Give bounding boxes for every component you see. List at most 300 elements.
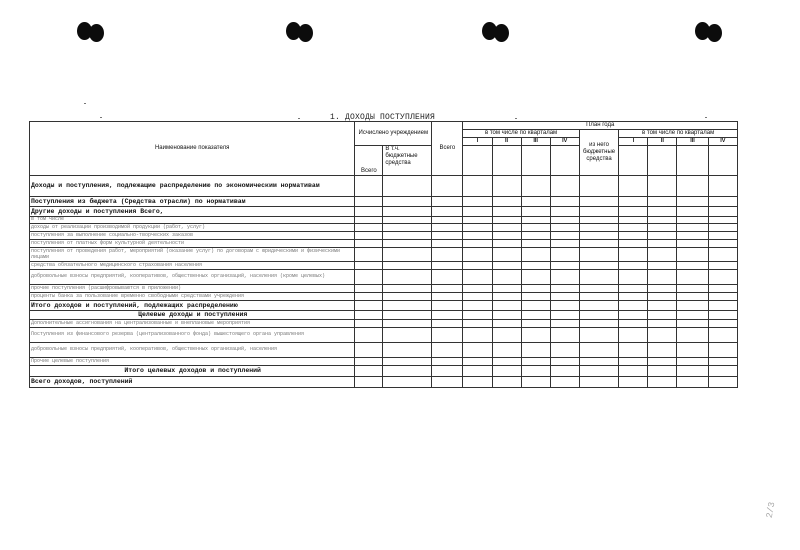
value-cell (619, 366, 648, 377)
row-label: Дополнительные ассигнования на централизованные и внеплановые мероприятия (30, 320, 355, 328)
value-cell (432, 176, 463, 197)
value-cell (355, 232, 383, 240)
value-cell (648, 377, 677, 388)
header-quarter: IV (550, 138, 579, 146)
table-row (30, 176, 738, 197)
value-cell (708, 217, 737, 224)
header-quarter: I (463, 138, 492, 146)
value-cell (550, 311, 579, 320)
value-cell (677, 207, 708, 217)
value-cell (677, 240, 708, 248)
value-cell (708, 320, 737, 328)
value-cell (677, 366, 708, 377)
header-quarter: I (619, 138, 648, 146)
value-cell (383, 262, 432, 270)
value-cell (708, 358, 737, 366)
value-cell (648, 224, 677, 232)
value-cell (383, 320, 432, 328)
value-cell (492, 270, 521, 285)
value-cell (579, 270, 618, 285)
value-cell (550, 262, 579, 270)
value-cell (708, 248, 737, 262)
value-cell (432, 197, 463, 207)
value-cell (492, 197, 521, 207)
row-label: поступления за выполнение социально-творческих заказов (30, 232, 355, 240)
value-cell (550, 207, 579, 217)
value-cell (579, 217, 618, 224)
section-title: 1. ДОХОДЫ ПОСТУПЛЕНИЯ (330, 113, 436, 122)
value-cell (492, 343, 521, 358)
value-cell (521, 366, 550, 377)
scan-speck (515, 118, 517, 119)
value-cell (708, 377, 737, 388)
value-cell (463, 240, 492, 248)
value-cell (383, 224, 432, 232)
value-cell (677, 270, 708, 285)
table-row (30, 311, 738, 320)
row-label: проценты банка за пользование временно свободными средствами учреждения (30, 293, 355, 301)
value-cell (383, 232, 432, 240)
value-cell (432, 358, 463, 366)
value-cell (648, 311, 677, 320)
value-cell (677, 311, 708, 320)
value-cell (648, 207, 677, 217)
value-cell (619, 311, 648, 320)
table-row (30, 217, 738, 224)
value-cell (521, 343, 550, 358)
value-cell (579, 343, 618, 358)
table-row (30, 366, 738, 377)
header-quarter: III (521, 138, 550, 146)
value-cell (355, 285, 383, 293)
row-label: поступления от платных форм культурной деятельности (30, 240, 355, 248)
value-cell (355, 248, 383, 262)
value-cell (383, 301, 432, 311)
value-cell (579, 366, 618, 377)
value-cell (648, 358, 677, 366)
value-cell (355, 311, 383, 320)
value-cell (463, 358, 492, 366)
table-row (30, 240, 738, 248)
value-cell (579, 377, 618, 388)
value-cell (355, 224, 383, 232)
value-cell (708, 366, 737, 377)
value-cell (648, 293, 677, 301)
value-cell (619, 248, 648, 262)
value-cell (648, 366, 677, 377)
value-cell (432, 248, 463, 262)
value-cell (550, 285, 579, 293)
value-cell (463, 224, 492, 232)
value-cell (619, 197, 648, 207)
value-cell (521, 320, 550, 328)
value-cell (355, 320, 383, 328)
value-cell (648, 301, 677, 311)
value-cell (619, 217, 648, 224)
row-label: Поступления из финансового резерва (централизованного фонда) вышестоящего органа управления (30, 328, 355, 343)
value-cell (463, 293, 492, 301)
value-cell (355, 262, 383, 270)
value-cell (619, 377, 648, 388)
value-cell (432, 320, 463, 328)
value-cell (521, 293, 550, 301)
value-cell (383, 197, 432, 207)
value-cell (708, 262, 737, 270)
value-cell (619, 358, 648, 366)
value-cell (619, 176, 648, 197)
header-plan-year: План года (463, 122, 738, 130)
value-cell (677, 328, 708, 343)
value-cell (677, 320, 708, 328)
value-cell (463, 217, 492, 224)
value-cell (708, 328, 737, 343)
value-cell (492, 232, 521, 240)
table-body (30, 176, 738, 388)
value-cell (355, 217, 383, 224)
value-cell (708, 197, 737, 207)
value-cell (619, 224, 648, 232)
value-cell (550, 366, 579, 377)
value-cell (463, 343, 492, 358)
value-cell (579, 224, 618, 232)
value-cell (463, 366, 492, 377)
value-cell (550, 320, 579, 328)
value-cell (648, 240, 677, 248)
value-cell (619, 301, 648, 311)
table-row (30, 285, 738, 293)
row-label: Прочие целевые поступления (30, 358, 355, 366)
row-label: добровольные взносы предприятий, кооперативов, общественных организаций, населения (кроме целевых) (30, 270, 355, 285)
value-cell (432, 217, 463, 224)
value-cell (355, 328, 383, 343)
value-cell (579, 197, 618, 207)
value-cell (383, 311, 432, 320)
value-cell (677, 343, 708, 358)
value-cell (492, 358, 521, 366)
value-cell (432, 366, 463, 377)
value-cell (619, 293, 648, 301)
value-cell (383, 293, 432, 301)
value-cell (708, 301, 737, 311)
value-cell (383, 285, 432, 293)
scan-speck (100, 117, 102, 118)
value-cell (619, 240, 648, 248)
value-cell (432, 240, 463, 248)
value-cell (619, 270, 648, 285)
value-cell (521, 197, 550, 207)
value-cell (648, 328, 677, 343)
value-cell (677, 217, 708, 224)
row-label: Поступления из бюджета (Средства отрасли) по нормативам (30, 197, 355, 207)
value-cell (521, 358, 550, 366)
value-cell (708, 311, 737, 320)
value-cell (648, 343, 677, 358)
table-row (30, 262, 738, 270)
table-row (30, 358, 738, 366)
value-cell (648, 320, 677, 328)
value-cell (432, 207, 463, 217)
row-label: добровольные взносы предприятий, кооперативов, общественных организаций, населения (30, 343, 355, 358)
margin-note: 2/3 (764, 501, 778, 519)
header-quarter: II (492, 138, 521, 146)
value-cell (521, 270, 550, 285)
value-cell (579, 285, 618, 293)
row-label: средства обязательного медицинского страхования населения (30, 262, 355, 270)
value-cell (432, 270, 463, 285)
value-cell (550, 377, 579, 388)
value-cell (648, 270, 677, 285)
row-label: Итого целевых доходов и поступлений (30, 366, 355, 377)
value-cell (463, 176, 492, 197)
value-cell (677, 197, 708, 207)
row-label: Итого доходов и поступлений, подлежащих распределению (30, 301, 355, 311)
value-cell (677, 377, 708, 388)
value-cell (355, 358, 383, 366)
value-cell (579, 176, 618, 197)
value-cell (432, 343, 463, 358)
value-cell (383, 240, 432, 248)
value-cell (677, 285, 708, 293)
table-row (30, 232, 738, 240)
header-total: Всего (432, 122, 463, 176)
value-cell (619, 207, 648, 217)
value-cell (492, 328, 521, 343)
header-quarter: IV (708, 138, 737, 146)
value-cell (579, 320, 618, 328)
value-cell (648, 248, 677, 262)
value-cell (463, 248, 492, 262)
value-cell (383, 176, 432, 197)
value-cell (521, 240, 550, 248)
value-cell (648, 232, 677, 240)
value-cell (648, 217, 677, 224)
value-cell (648, 176, 677, 197)
value-cell (492, 207, 521, 217)
value-cell (463, 320, 492, 328)
value-cell (521, 262, 550, 270)
value-cell (521, 232, 550, 240)
value-cell (355, 343, 383, 358)
value-cell (677, 301, 708, 311)
value-cell (708, 224, 737, 232)
value-cell (463, 197, 492, 207)
value-cell (677, 232, 708, 240)
value-cell (463, 207, 492, 217)
header-quarter: II (648, 138, 677, 146)
value-cell (619, 262, 648, 270)
value-cell (708, 343, 737, 358)
value-cell (355, 197, 383, 207)
value-cell (579, 311, 618, 320)
table-row (30, 377, 738, 388)
value-cell (677, 248, 708, 262)
value-cell (579, 262, 618, 270)
value-cell (355, 301, 383, 311)
value-cell (521, 301, 550, 311)
value-cell (463, 270, 492, 285)
value-cell (708, 293, 737, 301)
value-cell (432, 224, 463, 232)
value-cell (463, 311, 492, 320)
value-cell (579, 207, 618, 217)
value-cell (521, 285, 550, 293)
value-cell (648, 197, 677, 207)
value-cell (677, 176, 708, 197)
table-row (30, 248, 738, 262)
value-cell (432, 262, 463, 270)
table-row (30, 301, 738, 311)
value-cell (355, 240, 383, 248)
value-cell (579, 358, 618, 366)
value-cell (579, 240, 618, 248)
header-accrued-budget: В т.ч. бюджетные средства (383, 146, 432, 176)
header-indicator-name: Наименование показателя (30, 122, 355, 176)
value-cell (521, 377, 550, 388)
value-cell (383, 366, 432, 377)
value-cell (708, 270, 737, 285)
value-cell (550, 176, 579, 197)
table-row (30, 224, 738, 232)
header-accrued-total: Всего (355, 146, 383, 176)
row-label: в том числе (30, 217, 355, 224)
punch-hole (695, 22, 722, 43)
value-cell (521, 248, 550, 262)
value-cell (579, 328, 618, 343)
header-of-which-budget: из него бюджетные средства (579, 130, 618, 176)
value-cell (355, 366, 383, 377)
row-label: Доходы и поступления, подлежащие распределению по экономическим нормативам (30, 176, 355, 197)
value-cell (550, 358, 579, 366)
row-label: Всего доходов, поступлений (30, 377, 355, 388)
value-cell (708, 240, 737, 248)
value-cell (550, 328, 579, 343)
row-label: Другие доходы и поступления Всего, (30, 207, 355, 217)
value-cell (383, 270, 432, 285)
value-cell (579, 232, 618, 240)
value-cell (648, 262, 677, 270)
scan-speck (298, 118, 300, 119)
value-cell (648, 285, 677, 293)
value-cell (492, 301, 521, 311)
value-cell (579, 301, 618, 311)
value-cell (521, 176, 550, 197)
value-cell (432, 293, 463, 301)
value-cell (521, 224, 550, 232)
value-cell (355, 377, 383, 388)
table-row (30, 270, 738, 285)
header-by-quarters: в том числе по кварталам (463, 130, 579, 138)
value-cell (383, 217, 432, 224)
row-label: доходы от реализации производимой продукции (работ, услуг) (30, 224, 355, 232)
value-cell (355, 270, 383, 285)
value-cell (550, 301, 579, 311)
value-cell (550, 197, 579, 207)
income-table (29, 121, 738, 388)
table-row (30, 343, 738, 358)
value-cell (677, 224, 708, 232)
value-cell (432, 311, 463, 320)
table-row (30, 293, 738, 301)
value-cell (550, 232, 579, 240)
value-cell (492, 285, 521, 293)
table-row (30, 207, 738, 217)
value-cell (619, 285, 648, 293)
value-cell (521, 217, 550, 224)
value-cell (492, 366, 521, 377)
punch-hole (482, 22, 509, 43)
value-cell (432, 301, 463, 311)
value-cell (550, 343, 579, 358)
value-cell (492, 262, 521, 270)
value-cell (521, 207, 550, 217)
value-cell (383, 328, 432, 343)
value-cell (619, 320, 648, 328)
value-cell (708, 232, 737, 240)
value-cell (355, 176, 383, 197)
scan-speck (84, 103, 86, 104)
value-cell (463, 262, 492, 270)
row-label: поступления от проведения работ, мероприятий (оказание услуг) по договорам с юридическими и физическими лицами (30, 248, 355, 262)
value-cell (463, 328, 492, 343)
value-cell (550, 293, 579, 301)
value-cell (432, 232, 463, 240)
table-row (30, 197, 738, 207)
value-cell (550, 224, 579, 232)
row-label: Целевые доходы и поступления (30, 311, 355, 320)
value-cell (521, 328, 550, 343)
value-cell (383, 377, 432, 388)
value-cell (383, 248, 432, 262)
header-accrued: Исчислено учреждением (355, 122, 432, 146)
value-cell (492, 248, 521, 262)
value-cell (463, 232, 492, 240)
value-cell (432, 328, 463, 343)
value-cell (383, 358, 432, 366)
value-cell (619, 328, 648, 343)
value-cell (492, 240, 521, 248)
value-cell (708, 207, 737, 217)
value-cell (355, 293, 383, 301)
value-cell (463, 285, 492, 293)
table-row (30, 320, 738, 328)
value-cell (492, 293, 521, 301)
value-cell (492, 224, 521, 232)
value-cell (677, 262, 708, 270)
value-cell (708, 285, 737, 293)
punch-hole (77, 22, 104, 43)
value-cell (550, 248, 579, 262)
value-cell (492, 377, 521, 388)
value-cell (677, 293, 708, 301)
header-by-quarters: в том числе по кварталам (619, 130, 738, 138)
value-cell (550, 217, 579, 224)
value-cell (492, 320, 521, 328)
value-cell (463, 377, 492, 388)
row-label: прочие поступления (расшифровываются в приложении) (30, 285, 355, 293)
value-cell (432, 377, 463, 388)
value-cell (492, 176, 521, 197)
table-row (30, 328, 738, 343)
value-cell (492, 311, 521, 320)
value-cell (708, 176, 737, 197)
value-cell (463, 301, 492, 311)
value-cell (355, 207, 383, 217)
punch-hole (286, 22, 313, 43)
value-cell (521, 311, 550, 320)
value-cell (677, 358, 708, 366)
value-cell (550, 240, 579, 248)
value-cell (619, 232, 648, 240)
